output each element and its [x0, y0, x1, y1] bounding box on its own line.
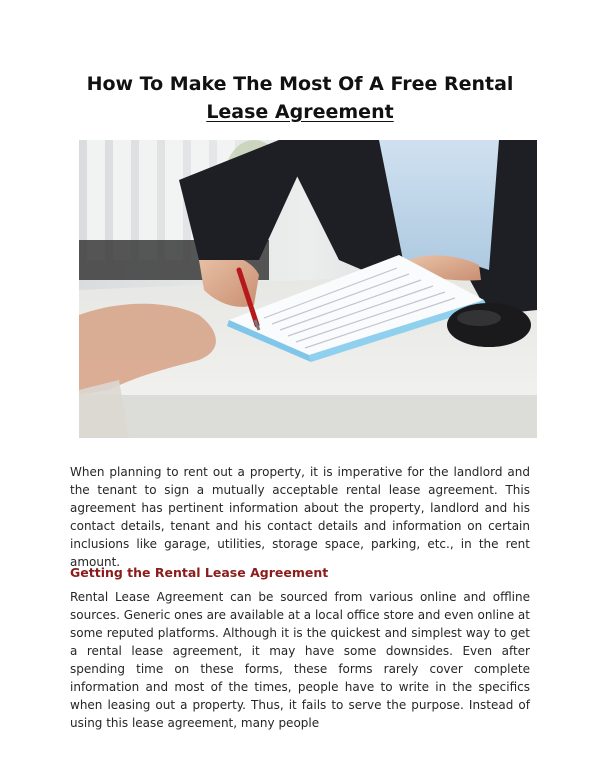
- section-heading: Getting the Rental Lease Agreement: [70, 565, 329, 580]
- title-line-1: How To Make The Most Of A Free Rental: [86, 73, 514, 95]
- lease-signing-photo: [79, 140, 537, 438]
- title-line-2: Lease Agreement: [206, 101, 394, 123]
- section-paragraph: Rental Lease Agreement can be sourced from various online and offline sources. Generic ones are available at a local office store and even online at some reputed platforms. Although it is the quickest and simplest way to get a rental lease agreement, it may have some downsides. Even after spending time on these forms, these forms rarely cover complete information and most of the times, people have to write in the specifics when leasing out a property. Thus, it fails to serve the purpose. Instead of using this lease agreement, many people: [70, 590, 530, 730]
- page-title: [40, 70, 560, 126]
- intro-paragraph: When planning to rent out a property, it is imperative for the landlord and the tenant to sign a mutually acceptable rental lease agreement. This agreement has pertinent information about the property, landlord and his contact details, tenant and his contact details and information on certain inclusions like garage, utilities, storage space, parking, etc., in the rent amount.: [70, 465, 530, 569]
